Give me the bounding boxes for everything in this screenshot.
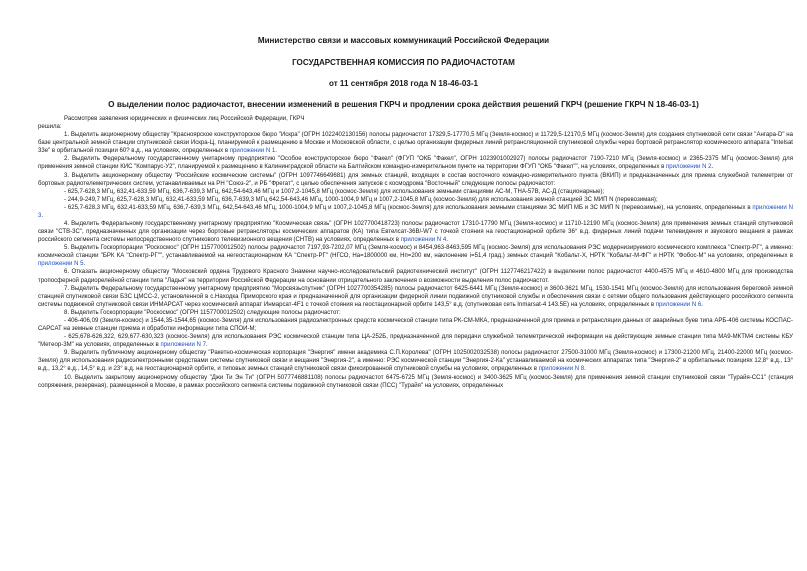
- decision-item: [38, 333, 793, 349]
- decision-item-text: 7. Выделить Федеральному государственному унитарному предприятию "Морсвязьспутник" (ОГРН 1027700354285) полосы радиочастот 6425-6441 МГц (Земля-космос) и 3600-3621 МГц, 1530-1541 МГц (космос-Земля) для использования береговой земной станцией спутниковой связи БЗС ЦМСС-2, установленной в с.Находка Приморского края и предназначенной для организации фидерной линии подвижной спутниковой службы и обеспечения связи с сетями общего пользования действующего российского сегмента системы подвижной спутниковой связи ИНМАРСАТ через космический аппарат Инмарсат-4F1 с точкой стояния на геостационарной орбите 143,5° в.д. (спутниковая сеть Inmarsat-4 143.5Е) на условиях, определенных в: [38, 285, 793, 308]
- decision-item: [38, 204, 793, 220]
- resolved-line: решила:: [38, 124, 62, 131]
- decision-item-end: .: [205, 342, 208, 349]
- decision-item-text: 1. Выделить акционерному обществу "Красноярское конструкторское бюро "Искра" (ОГРН 1022402130156) полосы радиочастот 17329,5-17770,5 МГц (Земля-космос) и 11729,5-12170,5 МГц (космос-Земля) для создания спутниковой сети связи "Ангара-D" на базе центральной земной станции спутниковой связи Искра-Ц, планируемой к размещению в Москве и Московской области, с целью организации фидерных линий ретрансляционной спутниковой службы через бортовой ретранслятор космического аппарата "Intelsat 33e" в орбитальной позиции 60? в.д., на условиях, определенных в: [38, 132, 793, 155]
- decision-item-end: .: [584, 366, 586, 373]
- decision-item-end: .: [711, 164, 714, 171]
- appendix-link[interactable]: приложении N 1: [229, 148, 276, 155]
- appendix-link[interactable]: приложении N 8: [538, 366, 585, 373]
- decision-item-text: - 625,678-626,322, 629,677-630,323 (космос-Земля) для использования РЭС космической станции типа ЦА-252Б, предназначенной для передачи служебной телеметрической информации на действующие земные станции типа МА9-МКТМ4 системы КБУ "Метеор-3М" на условиях, определенных в: [38, 334, 793, 349]
- decision-item-text: 2. Выделить Федеральному государственному унитарному предприятию "Особое конструкторское бюро "Факел" (ФГУП "ОКБ "Факел", ОГРН 1023901002927) полосы радиочастот 7190-7210 МГц (Земля-космос) и 2365-2375 МГц (космос-Земля) для применения земной станции КИС "Компарус-У2", планируемой к размещению в Калининградской области на Балтийском командно-измерительном пункте на территории ФГУП "ОКБ "Факел"", на условиях, определенных в: [38, 156, 793, 171]
- appendix-link[interactable]: приложении N 4: [400, 237, 447, 244]
- appendix-link[interactable]: приложении N 5: [38, 261, 84, 268]
- decision-item: [38, 374, 793, 390]
- decision-item-text: 3. Выделить акционерному обществу "Российские космические системы" (ОГРН 1097746649681) для земных станций, входящих в состав восточного командно-измерительного пункта (ВКИП) и предназначенных для приема служебной телеметрии от бортовых радиотелеметрических систем, устанавливаемых на РН "Союз-2", и РБ "Фрегат", с целью обеспечения запусков с космодрома "Восточный" следующие полосы радиочастот:: [38, 172, 793, 187]
- decision-item: [38, 268, 793, 284]
- decision-item: [38, 172, 793, 188]
- decision-item: [38, 196, 793, 204]
- decision-item: [38, 309, 793, 317]
- decision-item-end: .: [83, 261, 86, 268]
- decision-item-end: .: [275, 148, 277, 155]
- decision-item-text: - 406-406,09 (Земля-космос) и 1544,35-1544,65 (космос-Земля) для использования радиоэлектронных средств космической станции типа РК-СМ-МКА, предназначенной для приема и ретрансляции данных от аварийных буев типа АРБ-406 системы КОСПАС-САРСАТ на земные станции приема и обработки информации типа СПОИ-М;: [38, 317, 793, 333]
- decision-item-text: - 625,7-628,3 МГц, 632,41-633,59 МГц, 636,7-639,3 МГц, 642,54-643,46 МГц, 1000-1004,9 МГц и 1007,2-1045,8 МГц (космос-Земля) для использования земными станциями ЗС МИП МБ и ЗС МИП N (перевозимые), на условиях, определенных в: [64, 204, 753, 211]
- decision-item-text: - 625,7-628,3 МГц, 632,41-633,59 МГц, 636,7-639,3 МГц, 642,54-643,46 МГц и 1007,2-1045,8 МГц (космос-Земля) для использования земными станциями АС-М, ТНА-57В, АС-Д (стационарные);: [64, 188, 605, 195]
- decision-item-text: 4. Выделить Федеральному государственному унитарному предприятию "Космическая связь" (ОГРН 1027700418723) полосы радиочастот 17310-17790 МГц (Земля-космос) и 11710-12190 МГц (космос-Земля) для применения земных станций спутниковой связи "СТВ-3С", предназначенных для организации через бортовые ретрансляторы космических аппаратов (КА) типа Евтелсат-36В/-W7 с точкой стояния на геостационарной орбите 36° в.д. фидерных линий подачи телевидения и звукового вещания в рамках российского сегмента системы непосредственного спутникового телевизионного вещения (СНТВ) на условиях, определенных в: [38, 221, 793, 244]
- appendix-link[interactable]: приложении N 7: [160, 342, 206, 349]
- document-body: [38, 115, 793, 390]
- decision-item-end: .: [446, 237, 448, 244]
- decision-item-text: - 244,9-249,7 МГц, 625,7-628,3 МГц, 632,41-633,59 МГц, 636,7-639,3 МГц 642,54-643,46 МГц, 1000-1004,9 МГц и 1007,2-1045,8 МГц (космос-Земля) для использования земной станцией ЗС МИП N (перевозимая);: [64, 196, 658, 203]
- decision-item: [38, 188, 793, 196]
- decision-item-text: 9. Выделить публичному акционерному обществу "Ракетно-космическая корпорация "Энергия" имени академика С.П.Королева" (ОГРН 1025002032538) полосы радиочастот 27500-31000 МГц (Земля-космос) и 17300-21200 МГц, 21400-22000 МГц (космос-Земля) для использования радиоэлектронными средствами системы спутниковой связи и вещания "Энергия-2", а именно: РЭС космической станции "Энергия-2-Ка" устанавливаемой на космических аппаратах типа "Энергия-2" в орбитальных позициях 12,8° в.д., 13° в.д., 13,2° в.д., 14,5° в.д. и 23° в.д. на геостационарной орбите, и типовых земных станций спутниковой связи фиксированной спутниковой службы на условиях, определенных в: [38, 350, 793, 373]
- appendix-link[interactable]: приложении N 6: [655, 301, 702, 308]
- decision-item: [38, 131, 793, 155]
- commission-heading: ГОСУДАРСТВЕННАЯ КОМИССИЯ ПО РАДИОЧАСТОТАМ: [292, 58, 515, 67]
- appendix-link[interactable]: приложении N 3: [38, 204, 793, 219]
- intro-paragraph: Рассмотрев заявления юридических и физических лиц Российской Федерации, ГКРЧ: [64, 116, 305, 122]
- decision-item: [38, 244, 793, 268]
- decision-item-end: .: [701, 301, 703, 308]
- decision-date-line: от 11 сентября 2018 года N 18-46-03-1: [328, 79, 479, 88]
- decision-item: [38, 155, 793, 171]
- decision-item-end: .: [41, 212, 44, 219]
- decision-item-text: 6. Отказать акционерному обществу "Московский ордена Трудового Красного Знамени научно-исследовательский радиотехнический институт" (ОГРН 1127746217422) в выделении полос радиочастот 4400-4575 МГц и 4610-4800 МГц для производства тропосферной радиорелейной станции типа "Ладья" на территории Российской Федерации на основании отрицательного заключения о возможности выделения полос радиочастот.: [38, 269, 793, 284]
- decision-item-text: 10. Выделить закрытому акционерному обществу "Джи Ти Эн Ти" (ОГРН 5077746881108) полосы радиочастот 6475-6725 МГц (Земля-космос) и 3400-3625 МГц (космос-Земля) для применения земной станции спутниковой связи "Турайя-СС1" (станция сопряжения, резервная), размещенной в Москве, в рамках российского сегмента системы подвижной спутниковой связи (ПСС) "Турайя" на условиях, определенных: [38, 374, 793, 389]
- decision-title: О выделении полос радиочастот, внесении изменений в решения ГКРЧ и продлении срока действия решений ГКРЧ (решение ГКРЧ N 18-46-03-1): [108, 100, 699, 109]
- ministry-heading: Министерство связи и массовых коммуникаций Российской Федерации: [257, 36, 550, 45]
- decision-item: [38, 220, 793, 244]
- appendix-link[interactable]: приложении N 2: [665, 164, 712, 171]
- decision-items: [38, 131, 793, 390]
- decision-item: [38, 317, 793, 333]
- decision-item: [38, 285, 793, 309]
- decision-item: [38, 349, 793, 373]
- decision-item-text: 5. Выделить Госкорпорации "Роскосмос" (ОГРН 1157700012502) полосы радиочастот 7197,93-7202,07 МГц (Земля-космос) и 8454,963-8463,595 МГц (космос-Земля) для использования РЭС модернизируемого космического комплекса "Спектр-РГ", а именно: космической станции "БРК КА "Спектр-РГ"", устанавливаемой на негеостационарном КА "Спектр-РГ" (НГСО, На=1800000 км, Нп=200 км, наклонение i=51,4 град.) земных станций "Кобальт-Х, НРТК "Кобальт-М-ФГ" и НРТК "Фобос-М" на условиях, определенных в: [38, 245, 793, 260]
- decision-item-text: 8. Выделить Госкорпорации "Роскосмос" (ОГРН 1157700012502) следующие полосы радиочастот:: [64, 309, 341, 316]
